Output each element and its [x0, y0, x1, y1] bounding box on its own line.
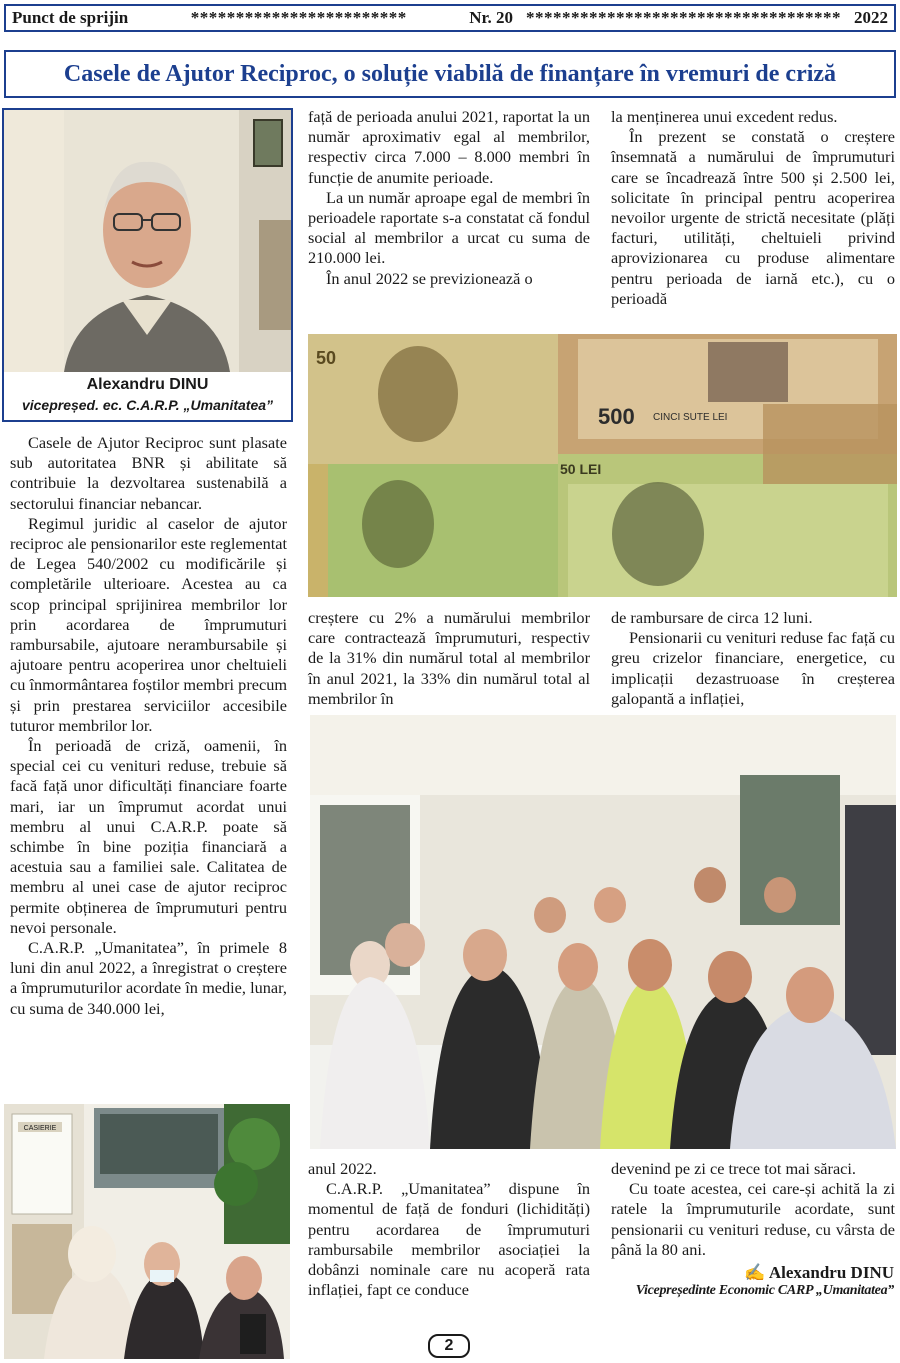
banknote-text-top: CINCI SUTE LEI — [653, 412, 728, 423]
column-2-top-text — [308, 107, 590, 289]
meeting-photo — [310, 715, 896, 1149]
paragraph: În anul 2022 se previzionează o — [326, 268, 533, 288]
paragraph: În prezent se constată o creștere însemnată a numărului de împrumuturi care se încadrează între 500 și 2.500 lei, solicitate în principal pentru acoperirea nevoilor urgente de strictă necesitate (plăți facturi, utilități, cheltuieli privind aprovizionarea cu produse alimentare pentru perioada de iarnă etc.), cu o perioadă — [611, 127, 895, 308]
column-2-bottom-text — [308, 1159, 590, 1300]
header-stars-right: *********************************** — [526, 8, 841, 27]
banknote-text-mid: 50 LEI — [560, 461, 602, 477]
column-1-text — [10, 433, 287, 1019]
paragraph: creștere cu 2% a numărului membrilor care contractează împrumuturi, respectiv de la 31% din numărul total al membrilor în anul 2021, la 33% din numărul total al membrilor în — [308, 608, 590, 708]
signature-name: Alexandru DINU — [768, 1263, 894, 1282]
paragraph: Casele de Ajutor Reciproc sunt plasate sub autoritatea BNR și abilitate să contribuie la dezvoltarea sustenabilă a sectorului financiar nebancar. — [10, 433, 287, 513]
column-3-bottom-text — [611, 1159, 895, 1260]
paragraph: de rambursare de circa 12 luni. — [611, 608, 813, 627]
section-title: Punct de sprijin — [12, 8, 129, 27]
issue-year: 2022 — [854, 8, 889, 27]
pen-icon: ✍ — [744, 1263, 766, 1282]
paragraph: C.A.R.P. „Umanitatea”, în primele 8 luni din anul 2022, a înregistrat o creștere a împrumuturilor acordate în medie, lunar, cu suma de 340.000 lei, — [10, 938, 287, 1018]
signature-name-line — [636, 1263, 894, 1283]
paragraph: C.A.R.P. „Umanitatea” dispune în momentul de față de fonduri (lichidități) pentru acordarea de împrumuturi rambursabile membrilor asociației la dobânzi nominale care nu acoperă rata inflației, fapt ce conduce — [308, 1179, 590, 1300]
paragraph: Pensionarii cu venituri reduse fac față cu greu crizelor financiare, energetice, cu implicații dezastruoase în creșterea galopantă a inflației, — [611, 628, 895, 708]
paragraph: Regimul juridic al caselor de ajutor reciproc ale pensionarilor este reglementat de Legea 540/2002 cu modificările și completările ulterioare. Acestea au ca scop principal sprijinirea membrilor lor prin acordarea de împrumuturi rambursabile, ajutoare nerambursabile și ajutoare pentru acoperirea unor cheltuieli cu înmormântarea foștilor membri precum și prin prestarea serviciilor accesibile tuturor membrilor lor. — [10, 513, 287, 735]
banknote-value-top: 500 — [598, 404, 635, 429]
headline-box — [4, 50, 896, 98]
office-photo — [4, 1104, 290, 1359]
portrait-role: vicepreșed. ec. C.A.R.P. „Umanitatea” — [21, 397, 274, 413]
issue-number: Nr. 20 — [469, 8, 513, 27]
paragraph: Cu toate acestea, cei care-și achită la zi ratele la împrumuturile acordate, sunt pensionarii cu venituri reduse, cu vârsta de până la 80 ani. — [611, 1179, 895, 1259]
portrait-name: Alexandru DINU — [86, 376, 209, 393]
header-stars-left: ************************ — [190, 8, 407, 27]
banknote-value-left: 50 — [316, 348, 337, 368]
column-3-top-text — [611, 107, 895, 309]
paragraph: La un număr aproape egal de membri în perioadele raportate s-a constatat că fondul social al membrilor a urcat cu suma de 210.000 lei. — [308, 187, 590, 268]
page-header — [4, 4, 896, 32]
signature-block — [636, 1263, 894, 1299]
column-3-mid-text — [611, 608, 895, 709]
paragraph: anul 2022. — [308, 1159, 377, 1178]
page-number: 2 — [428, 1334, 470, 1358]
paragraph: față de perioada anului 2021, raportat la un număr aproximativ egal al membrilor, respectiv circa 7.000 – 8.000 membri în funcție de anumite perioade. — [308, 107, 590, 187]
column-2-mid-text — [308, 608, 590, 709]
office-sign: CASIERIE — [23, 1125, 57, 1132]
signature-role: Vicepreședinte Economic CARP „Umanitatea” — [635, 1283, 894, 1298]
paragraph: devenind pe zi ce trece tot mai săraci. — [611, 1159, 856, 1178]
paragraph: În perioadă de criză, oamenii, în special cei cu venituri reduse, trebuie să facă față unor dificultăți financiare foarte mari, iar un împrumut acordat unui membru al unui C.A.R.P. poate să schimbe în bine poziția financiară a acestuia sau a familiei sale. Calitatea de membru al unei case de ajutor reciproc permite obținerea de împrumuturi pentru nevoi personale. — [10, 736, 287, 937]
article-headline: Casele de Ajutor Reciproc, o soluție viabilă de finanțare în vremuri de criză — [63, 60, 837, 87]
portrait-photo — [4, 110, 291, 372]
banknotes-photo — [308, 334, 897, 597]
paragraph: la menținerea unui excedent redus. — [611, 107, 838, 126]
